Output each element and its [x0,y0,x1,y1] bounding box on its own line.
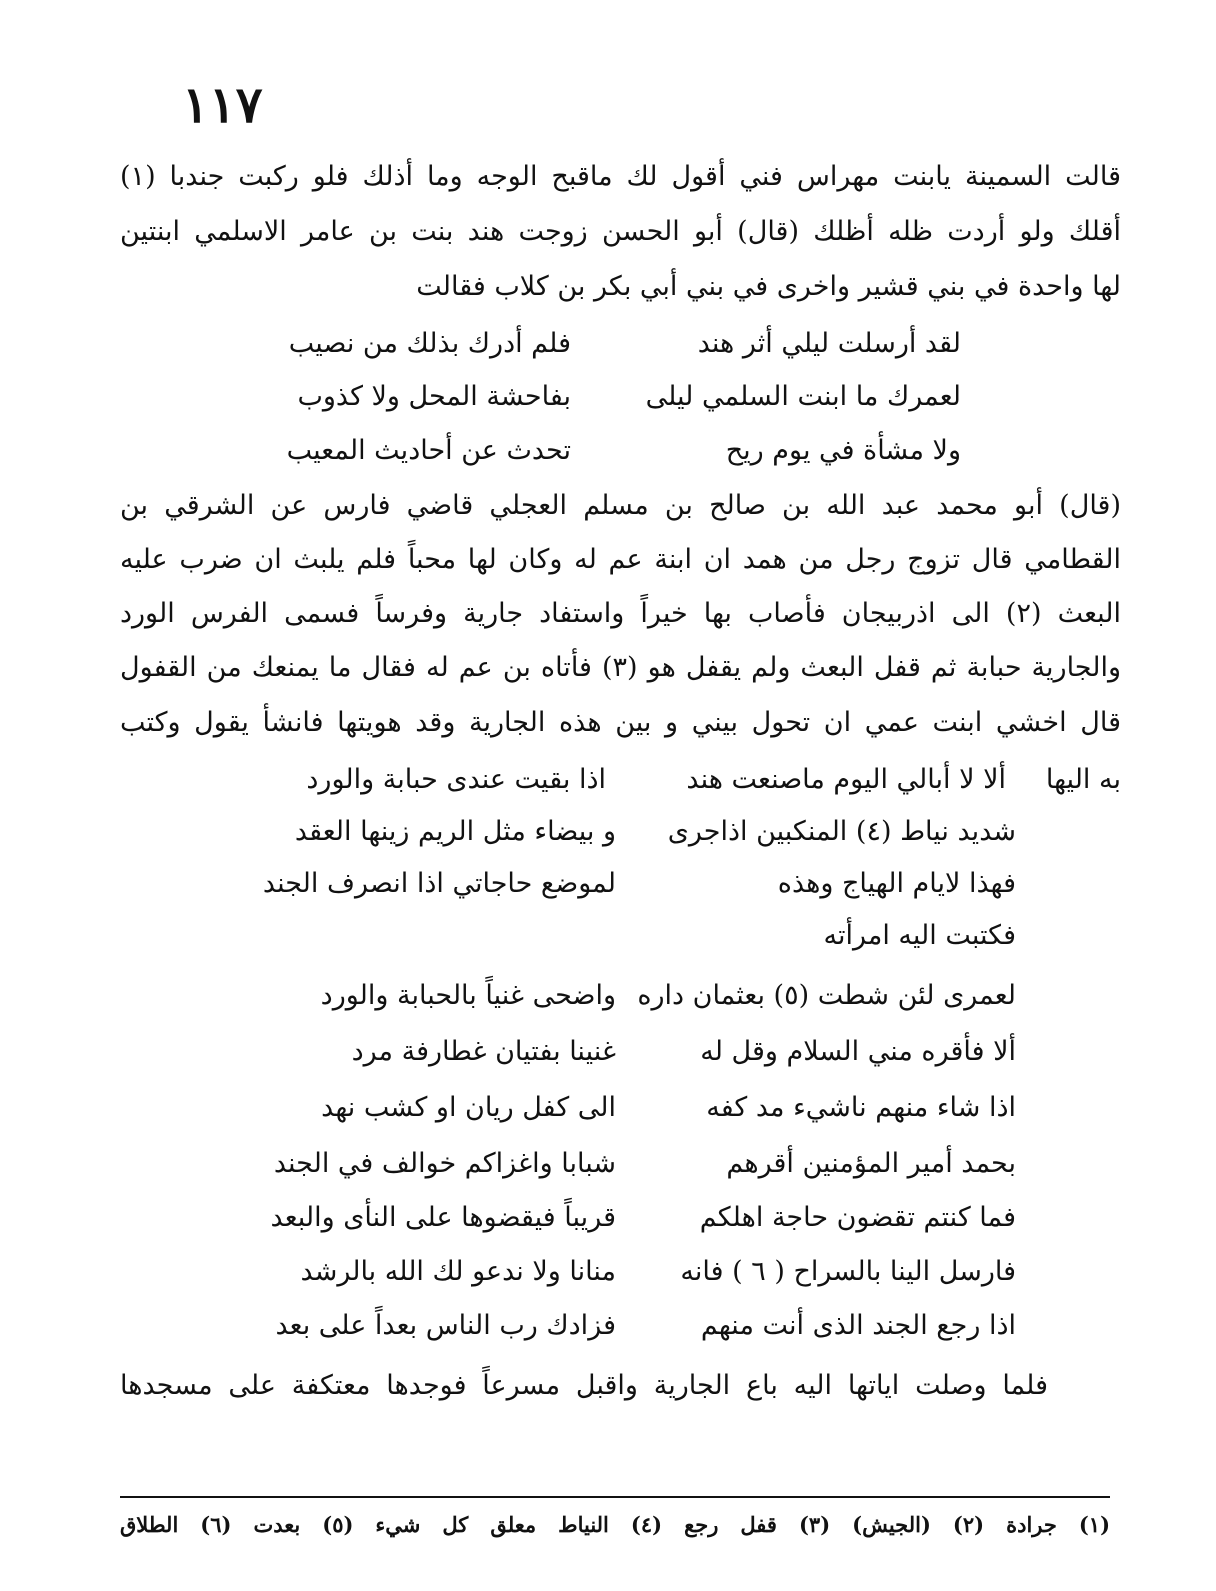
verse-first-hemistich: لعمرك ما ابنت السلمي ليلى [645,381,961,412]
verse-first-hemistich: اذا رجع الجند الذى أنت منهم [700,1310,1016,1341]
verse-first-hemistich: فارسل الينا بالسراح ( ٦ ) فانه [680,1256,1016,1287]
footnotes: (١) جرادة (٢) (الجيش) (٣) قفل رجع (٤) النياط معلق كل شيء (٥) بعدت (٦) الطلاق [120,1512,1111,1537]
verse-row [226,1094,1016,1130]
prose-line: والجارية حبابة ثم قفل البعث ولم يقفل هو (٣) فأتاه بن عم له فقال ما يمنعك من القفول [120,652,1122,683]
verse-row [226,1150,1016,1186]
verse-second-hemistich: بفاحشة المحل ولا كذوب [297,381,571,412]
prose-line: أقلك ولو أردت ظله أظلك (قال) أبو الحسن زوجت هند بنت بن عامر الاسلمي ابنتين [120,216,1121,247]
verse-second-hemistich: غنينا بفتيان غطارفة مرد [351,1036,616,1067]
verse-row [201,330,961,366]
verse-row [226,818,1016,854]
verse-first-hemistich: فما كنتم تقضون حاجة اهلكم [699,1202,1016,1233]
page-number: ١١٧ [182,75,263,134]
verse-first-hemistich: شديد نياط (٤) المنكبين اذاجرى [667,816,1016,847]
closing-line: فلما وصلت اياتها اليه باع الجارية واقبل مسرعاً فوجدها معتكفة على مسجدها [120,1370,1048,1401]
verse-second-hemistich: شبابا واغزاكم خوالف في الجند [273,1148,616,1179]
verse-row [226,1038,1016,1074]
verse-row [226,870,1016,906]
verse-lead: به اليها [1045,764,1121,795]
prose-line: قالت السمينة يابنت مهراس فني أقول لك ماقبح الوجه وما أذلك فلو ركبت جندبا (١) [120,161,1121,192]
verse-row [201,437,961,473]
prose-line: البعث (٢) الى اذربيجان فأصاب بها خيراً واستفاد جارية وفرساً فسمى الفرس الورد [120,598,1121,629]
verse-row [226,982,1016,1018]
verse-second-hemistich: فزادك رب الناس بعداً على بعد [275,1310,616,1341]
prose-line: لها واحدة في بني قشير واخرى في بني أبي بكر بن كلاب فقالت [416,271,1121,302]
verse-second-hemistich: منانا ولا ندعو لك الله بالرشد [300,1256,616,1287]
verse-second-hemistich: لموضع حاجاتي اذا انصرف الجند [262,868,616,899]
verse-second-hemistich: الى كفل ريان او كشب نهد [321,1092,616,1123]
verse-second-hemistich: و بيضاء مثل الريم زينها العقد [294,816,616,847]
verse-first-hemistich: ولا مشأة في يوم ريح [725,435,961,466]
verse-second-hemistich: فلم أدرك بذلك من نصيب [288,328,571,359]
verse-row [226,1258,1016,1294]
verse-row [226,1204,1016,1240]
prose-line: (قال) أبو محمد عبد الله بن صالح بن مسلم العجلي قاضي فارس عن الشرقي بن [120,490,1121,521]
verse-first-hemistich: لقد أرسلت ليلي أثر هند [697,328,961,359]
verse-row [201,383,961,419]
verse-second-hemistich: تحدث عن أحاديث المعيب [286,435,571,466]
verse-second-hemistich: اذا بقيت عندى حبابة والورد [306,764,606,795]
verse-row [226,1312,1016,1348]
verse-first-hemistich: اذا شاء منهم ناشيء مد كفه [706,1092,1016,1123]
prose-line: القطامي قال تزوج رجل من همد ان ابنة عم له وكان لها محباً فلم يلبث ان ضرب عليه [120,544,1121,575]
verse-first-hemistich: ألا فأقره مني السلام وقل له [700,1036,1016,1067]
verse-first-hemistich: ألا لا أبالي اليوم ماصنعت هند [686,764,1006,795]
verse-first-hemistich: فهذا لايام الهياج وهذه [777,868,1016,899]
verse-first-hemistich: لعمرى لئن شطت (٥) بعثمان داره [637,980,1016,1011]
verse-row [216,766,1006,802]
verse-second-hemistich: واضحى غنياً بالحبابة والورد [320,980,616,1011]
prose-line: قال اخشي ابنت عمي ان تحول بيني و بين هذه الجارية وقد هويتها فانشأ يقول وكتب [120,707,1121,738]
transition-line: فكتبت اليه امرأته [823,920,1016,951]
footnote-divider [120,1496,1110,1498]
verse-first-hemistich: بحمد أمير المؤمنين أقرهم [726,1148,1016,1179]
verse-second-hemistich: قريباً فيقضوها على النأى والبعد [270,1202,616,1233]
